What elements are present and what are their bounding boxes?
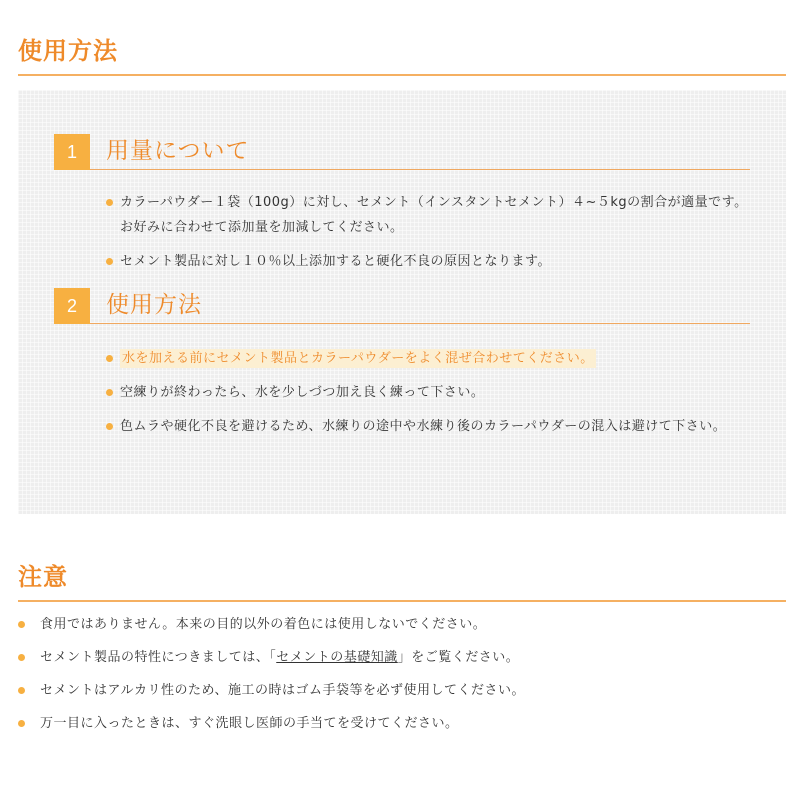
list-item-text: セメント製品に対し１０％以上添加すると硬化不良の原因となります。	[120, 254, 551, 269]
bullet-dot-icon	[18, 621, 25, 628]
bullet-dot-icon	[18, 720, 25, 727]
bullet-dot-icon	[106, 199, 113, 206]
bullet-dot-icon	[106, 258, 113, 265]
usage-section-title: 使用方法	[18, 36, 786, 76]
subheading-dosage	[54, 134, 750, 170]
bullet-dot-icon	[18, 654, 25, 661]
step-number-badge: 1	[54, 134, 90, 170]
bullet-dot-icon	[106, 389, 113, 396]
list-item	[18, 713, 786, 735]
list-item	[106, 380, 754, 405]
list-item	[106, 414, 754, 439]
list-item-text: 万一目に入ったときは、すぐ洗眼し医師の手当てを受けてください。	[40, 716, 459, 731]
subheading-usage-method	[54, 288, 750, 324]
list-item-text: 食用ではありません。本来の目的以外の着色には使用しないでください。	[40, 617, 487, 632]
list-item	[106, 346, 754, 371]
bullet-dot-icon	[106, 355, 113, 362]
list-item	[18, 647, 786, 669]
list-item	[18, 614, 786, 636]
method-list	[106, 346, 754, 448]
list-item	[18, 680, 786, 702]
subheading-text: 使用方法	[106, 292, 202, 318]
step-number-badge: 2	[54, 288, 90, 324]
bullet-dot-icon	[106, 423, 113, 430]
list-item	[106, 190, 754, 240]
list-item-text: 色ムラや硬化不良を避けるため、水練りの途中や水練り後のカラーパウダーの混入は避けて下さい。	[120, 419, 727, 434]
list-item-text-after: 」をご覧ください。	[397, 650, 520, 665]
list-item-text-before: セメント製品の特性につきましては、「	[40, 650, 277, 665]
cement-basics-link[interactable]: セメントの基礎知識	[276, 650, 398, 665]
dosage-list	[106, 190, 754, 283]
highlighted-list-item-text: 水を加える前にセメント製品とカラーパウダーをよく混ぜ合わせてください。	[122, 351, 594, 366]
caution-list	[18, 614, 786, 746]
caution-section-title: 注意	[18, 562, 786, 602]
list-item-text: カラーパウダー１袋（100g）に対し、セメント（インスタントセメント）４~５kgの割合が適量です。お好みに合わせて添加量を加減してください。	[120, 195, 748, 235]
subheading-text: 用量について	[106, 138, 250, 164]
bullet-dot-icon	[18, 687, 25, 694]
list-item-text: セメントはアルカリ性のため、施工の時はゴム手袋等を必ず使用してください。	[40, 683, 525, 698]
list-item	[106, 249, 754, 274]
list-item-text: 空練りが終わったら、水を少しづつ加え良く練って下さい。	[120, 385, 485, 400]
usage-panel	[18, 90, 786, 514]
